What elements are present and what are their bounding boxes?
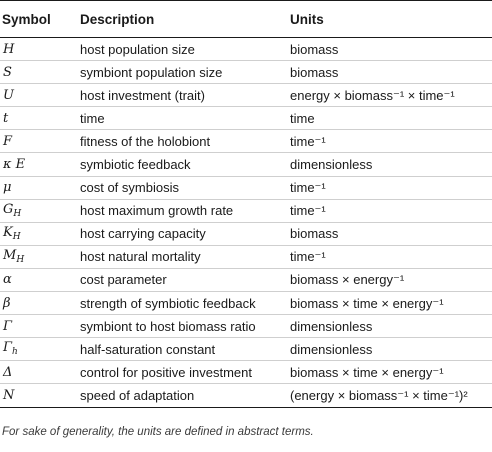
symbol-cell: Δ <box>3 364 13 380</box>
units-cell: biomass × time × energy⁻¹ <box>290 295 444 311</box>
symbol-cell: α <box>3 272 12 288</box>
table-row <box>0 38 492 61</box>
description-cell: speed of adaptation <box>80 387 195 403</box>
symbol-cell: N <box>3 387 15 403</box>
table-row <box>0 268 492 291</box>
symbol-cell: $K_H$ <box>3 224 21 242</box>
units-cell: time <box>290 110 315 126</box>
table-row <box>0 84 492 107</box>
symbol-cell: H <box>3 41 15 57</box>
table-row <box>0 107 492 130</box>
units-cell: dimensionless <box>290 341 373 357</box>
table-header <box>0 1 492 38</box>
table-row <box>0 222 492 245</box>
symbol-cell: t <box>3 110 9 126</box>
units-cell: dimensionless <box>290 157 373 173</box>
header-units: Units <box>290 11 324 27</box>
table-row <box>0 361 492 384</box>
table-row <box>0 176 492 199</box>
description-cell: host maximum growth rate <box>80 203 234 219</box>
units-cell: energy × biomass⁻¹ × time⁻¹ <box>290 87 455 103</box>
header-description: Description <box>80 11 155 27</box>
symbol-cell: κ E <box>3 157 26 173</box>
description-cell: control for positive investment <box>80 364 252 380</box>
description-cell: symbiont population size <box>80 64 223 80</box>
description-cell: symbiont to host biomass ratio <box>80 318 256 334</box>
symbol-cell: μ <box>3 180 12 196</box>
table-row <box>0 245 492 268</box>
units-cell: time⁻¹ <box>290 180 326 196</box>
table-row <box>0 315 492 338</box>
description-cell: host natural mortality <box>80 249 201 265</box>
description-cell: time <box>80 110 105 126</box>
symbol-cell: $\Gamma_h$ <box>3 340 18 358</box>
table-row <box>0 153 492 176</box>
table-row <box>0 130 492 153</box>
table-row <box>0 338 492 361</box>
header-symbol: Symbol <box>2 11 51 27</box>
units-cell: biomass × energy⁻¹ <box>290 272 405 288</box>
header-row <box>0 1 492 38</box>
units-cell: time⁻¹ <box>290 249 326 265</box>
symbol-cell: U <box>3 87 14 103</box>
description-cell: strength of symbiotic feedback <box>80 295 256 311</box>
symbol-cell: F <box>3 133 13 149</box>
table-row <box>0 199 492 222</box>
symbol-cell: β <box>3 295 11 311</box>
symbol-cell: Γ <box>3 318 13 334</box>
description-cell: host investment (trait) <box>80 87 205 103</box>
table-row <box>0 384 492 407</box>
table-body <box>0 38 492 408</box>
description-cell: fitness of the holobiont <box>80 133 211 149</box>
description-cell: symbiotic feedback <box>80 157 191 173</box>
description-cell: cost of symbiosis <box>80 180 179 196</box>
units-cell: time⁻¹ <box>290 133 326 149</box>
units-cell: (energy × biomass⁻¹ × time⁻¹)² <box>290 387 468 403</box>
description-cell: half-saturation constant <box>80 341 216 357</box>
symbol-cell: $G_H$ <box>3 201 22 219</box>
units-cell: dimensionless <box>290 318 373 334</box>
units-cell: biomass <box>290 41 339 57</box>
description-cell: host population size <box>80 41 195 57</box>
units-cell: time⁻¹ <box>290 203 326 219</box>
units-cell: biomass <box>290 226 339 242</box>
description-cell: host carrying capacity <box>80 226 206 242</box>
units-cell: biomass <box>290 64 339 80</box>
symbol-cell: S <box>3 64 12 80</box>
table-footnote: For sake of generality, the units are defined in abstract terms. <box>2 426 314 438</box>
table-row <box>0 292 492 315</box>
units-cell: biomass × time × energy⁻¹ <box>290 364 444 380</box>
description-cell: cost parameter <box>80 272 167 288</box>
table-row <box>0 61 492 84</box>
symbol-cell: $M_H$ <box>3 247 25 265</box>
